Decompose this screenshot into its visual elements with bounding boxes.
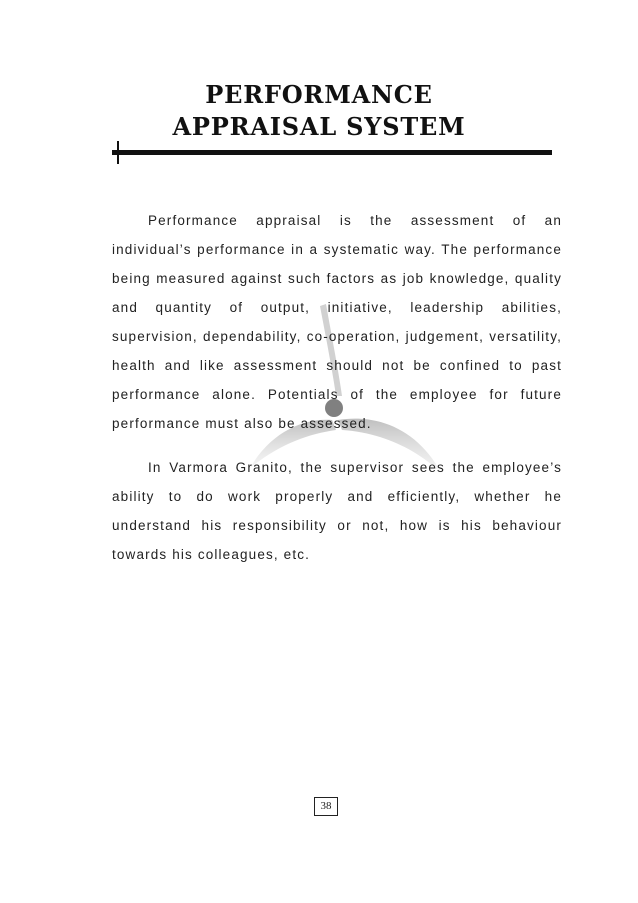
title-underline-rule <box>112 150 552 155</box>
page-title-line-1: PERFORMANCE <box>205 80 433 109</box>
page-number-box: 38 <box>314 797 338 816</box>
title-rule-tick-mark <box>117 141 119 164</box>
paragraph-varmora-granito: In Varmora Granito, the supervisor sees the employee’s ability to do work properly and efficiently, whether he understand his responsibility or not, how is his behaviour towards his colleagues, etc. <box>112 460 562 562</box>
page-title-line-2: APPRAISAL SYSTEM <box>172 112 466 141</box>
paragraph-performance-appraisal: Performance appraisal is the assessment of an individual’s performance in a systematic way. The performance being measured against such factors as job knowledge, quality and quantity of output, initiative, leadership abilities, supervision, dependability, co-operation, judgement, versatility, health and like assessment should not be confined to past performance alone. Potentials of the employee for future performance must also be assessed. <box>112 213 562 431</box>
